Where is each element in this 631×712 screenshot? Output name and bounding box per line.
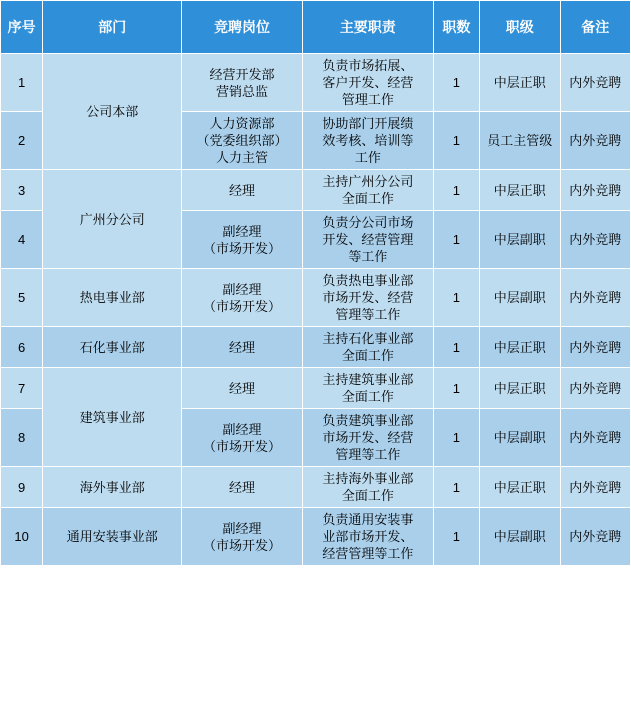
cell-post xyxy=(182,170,303,211)
cell-note: 内外竞聘 xyxy=(560,467,630,508)
cell-level: 中层副职 xyxy=(480,409,561,467)
cell-post-line: 副经理 xyxy=(222,520,262,536)
cell-post-line: 副经理 xyxy=(222,223,262,239)
cell-count: 1 xyxy=(433,112,479,170)
cell-post xyxy=(182,368,303,409)
cell-duty xyxy=(302,112,433,170)
cell-duty xyxy=(302,170,433,211)
cell-duty-line: 负责市场拓展、 xyxy=(322,58,414,73)
cell-duty xyxy=(302,368,433,409)
cell-department: 广州分公司 xyxy=(43,170,182,269)
header-row xyxy=(1,1,631,54)
table-row xyxy=(1,368,631,409)
cell-level: 中层副职 xyxy=(480,269,561,327)
cell-no: 9 xyxy=(1,467,43,508)
cell-department: 热电事业部 xyxy=(43,269,182,327)
cell-level: 员工主管级 xyxy=(480,112,561,170)
table-row xyxy=(1,170,631,211)
cell-level: 中层正职 xyxy=(480,54,561,112)
cell-post-line: （市场开发） xyxy=(203,537,282,553)
cell-department: 公司本部 xyxy=(43,54,182,170)
table-body xyxy=(1,54,631,566)
cell-duty-line: 主持海外事业部 xyxy=(322,471,414,486)
cell-note: 内外竞聘 xyxy=(560,327,630,368)
cell-note: 内外竞聘 xyxy=(560,269,630,327)
cell-no: 10 xyxy=(1,508,43,566)
cell-count: 1 xyxy=(433,467,479,508)
cell-count: 1 xyxy=(433,368,479,409)
cell-post-line: 经营开发部 xyxy=(209,66,275,82)
cell-post xyxy=(182,409,303,467)
cell-post-line: （市场开发） xyxy=(203,240,282,256)
cell-department: 海外事业部 xyxy=(43,467,182,508)
cell-post xyxy=(182,269,303,327)
header-cell-level: 职级 xyxy=(480,1,561,54)
cell-duty xyxy=(302,327,433,368)
cell-count: 1 xyxy=(433,269,479,327)
cell-department: 石化事业部 xyxy=(43,327,182,368)
cell-duty-line: 全面工作 xyxy=(341,389,394,404)
cell-duty-line: 管理等工作 xyxy=(335,447,401,462)
cell-post xyxy=(182,211,303,269)
header-cell-post: 竞聘岗位 xyxy=(182,1,303,54)
cell-note: 内外竞聘 xyxy=(560,368,630,409)
header-cell-duty: 主要职责 xyxy=(302,1,433,54)
cell-post xyxy=(182,54,303,112)
table-row xyxy=(1,269,631,327)
cell-post-line: 营销总监 xyxy=(216,83,269,99)
cell-department: 通用安装事业部 xyxy=(43,508,182,566)
cell-duty xyxy=(302,54,433,112)
table-header xyxy=(1,1,631,54)
header-cell-note: 备注 xyxy=(560,1,630,54)
cell-level: 中层正职 xyxy=(480,170,561,211)
cell-post-line: （市场开发） xyxy=(203,438,282,454)
cell-duty-line: 等工作 xyxy=(348,249,388,264)
cell-no: 5 xyxy=(1,269,43,327)
cell-post xyxy=(182,508,303,566)
header-cell-count: 职数 xyxy=(433,1,479,54)
cell-note: 内外竞聘 xyxy=(560,112,630,170)
cell-duty-line: 管理等工作 xyxy=(335,307,401,322)
cell-post xyxy=(182,467,303,508)
table-row xyxy=(1,508,631,566)
cell-duty-line: 全面工作 xyxy=(341,488,394,503)
cell-duty-line: 业部市场开发、 xyxy=(322,529,414,544)
cell-post-line: 经理 xyxy=(229,182,256,198)
cell-post-line: 副经理 xyxy=(222,281,262,297)
cell-level: 中层副职 xyxy=(480,211,561,269)
cell-post-line: （市场开发） xyxy=(203,298,282,314)
table-row xyxy=(1,327,631,368)
cell-post-line: 经理 xyxy=(229,380,256,396)
cell-no: 1 xyxy=(1,54,43,112)
cell-level: 中层正职 xyxy=(480,467,561,508)
cell-duty xyxy=(302,269,433,327)
cell-duty-line: 负责热电事业部 xyxy=(322,273,414,288)
cell-no: 8 xyxy=(1,409,43,467)
cell-note: 内外竞聘 xyxy=(560,211,630,269)
cell-duty xyxy=(302,211,433,269)
cell-no: 4 xyxy=(1,211,43,269)
cell-count: 1 xyxy=(433,327,479,368)
header-cell-dept: 部门 xyxy=(43,1,182,54)
cell-no: 7 xyxy=(1,368,43,409)
cell-duty-line: 客户开发、经营 xyxy=(322,75,414,90)
cell-level: 中层副职 xyxy=(480,508,561,566)
header-cell-no: 序号 xyxy=(1,1,43,54)
cell-duty-line: 经营管理等工作 xyxy=(322,546,414,561)
cell-duty-line: 负责分公司市场 xyxy=(322,215,414,230)
cell-count: 1 xyxy=(433,211,479,269)
cell-department: 建筑事业部 xyxy=(43,368,182,467)
table-row xyxy=(1,467,631,508)
cell-count: 1 xyxy=(433,170,479,211)
cell-duty-line: 负责通用安装事 xyxy=(322,512,414,527)
cell-post-line: 经理 xyxy=(229,339,256,355)
cell-duty-line: 主持广州分公司 xyxy=(322,174,414,189)
cell-post-line: 经理 xyxy=(229,479,256,495)
cell-count: 1 xyxy=(433,508,479,566)
cell-duty-line: 主持建筑事业部 xyxy=(322,372,414,387)
cell-duty-line: 市场开发、经营 xyxy=(322,290,414,305)
cell-duty-line: 协助部门开展绩 xyxy=(322,116,414,131)
cell-duty-line: 全面工作 xyxy=(341,191,394,206)
cell-level: 中层正职 xyxy=(480,368,561,409)
cell-duty-line: 管理工作 xyxy=(341,92,394,107)
cell-duty-line: 全面工作 xyxy=(341,348,394,363)
cell-duty-line: 工作 xyxy=(354,150,381,165)
cell-duty-line: 主持石化事业部 xyxy=(322,331,414,346)
cell-no: 6 xyxy=(1,327,43,368)
table-row xyxy=(1,54,631,112)
cell-duty xyxy=(302,508,433,566)
cell-no: 3 xyxy=(1,170,43,211)
cell-duty-line: 负责建筑事业部 xyxy=(322,413,414,428)
cell-post xyxy=(182,327,303,368)
cell-duty xyxy=(302,467,433,508)
cell-count: 1 xyxy=(433,54,479,112)
cell-post-line: 人力主管 xyxy=(216,150,269,165)
cell-duty xyxy=(302,409,433,467)
cell-duty-line: 市场开发、经营 xyxy=(322,430,414,445)
cell-post-line: （党委组织部） xyxy=(196,133,288,148)
cell-duty-line: 效考核、培训等 xyxy=(322,133,414,148)
cell-no: 2 xyxy=(1,112,43,170)
cell-level: 中层正职 xyxy=(480,327,561,368)
cell-post xyxy=(182,112,303,170)
cell-count: 1 xyxy=(433,409,479,467)
cell-note: 内外竞聘 xyxy=(560,170,630,211)
cell-note: 内外竞聘 xyxy=(560,409,630,467)
cell-note: 内外竞聘 xyxy=(560,508,630,566)
cell-post-line: 副经理 xyxy=(222,421,262,437)
cell-duty-line: 开发、经营管理 xyxy=(322,232,414,247)
cell-note: 内外竞聘 xyxy=(560,54,630,112)
cell-post-line: 人力资源部 xyxy=(209,116,275,131)
